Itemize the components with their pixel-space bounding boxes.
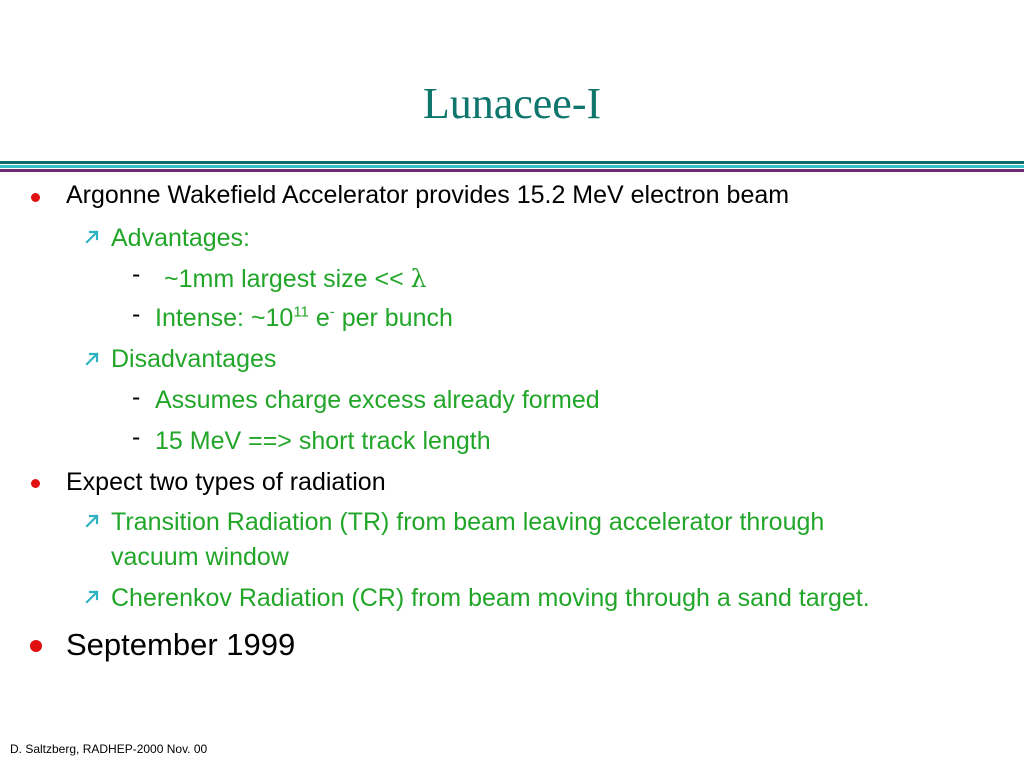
northeast-arrow-icon bbox=[84, 229, 100, 245]
dash-bullet-icon: - bbox=[132, 423, 141, 451]
bullet-radiation: Expect two types of radiation bbox=[66, 468, 386, 496]
slide-footer: D. Saltzberg, RADHEP-2000 Nov. 00 bbox=[10, 742, 208, 756]
dash-bullet-icon: - bbox=[132, 383, 141, 411]
dash-bullet-icon: - bbox=[132, 300, 141, 328]
disadvantage-track: 15 MeV ==> short track length bbox=[155, 427, 491, 455]
advantage-intensity: Intense: $\sim 10^{11}$ e- per bunch bbox=[155, 303, 453, 332]
northeast-arrow-icon bbox=[84, 513, 100, 529]
subbullet-cherenkov-radiation: Cherenkov Radiation (CR) from beam moving through a sand target. bbox=[111, 584, 870, 612]
subbullet-advantages: Advantages: bbox=[111, 224, 250, 252]
red-dot-bullet-icon bbox=[31, 193, 40, 202]
subbullet-transition-radiation-cont: vacuum window bbox=[111, 543, 289, 571]
subbullet-transition-radiation: Transition Radiation (TR) from beam leaving accelerator through bbox=[111, 508, 825, 536]
red-dot-bullet-icon bbox=[31, 479, 40, 488]
bullet-date: September 1999 bbox=[66, 627, 296, 662]
dash-bullet-icon: - bbox=[132, 260, 141, 288]
advantage-size: ~1mm largest size << λ bbox=[164, 264, 427, 293]
red-dot-bullet-icon bbox=[30, 640, 42, 652]
slide-title: Lunacee-I bbox=[422, 79, 602, 128]
bullet-accelerator: Argonne Wakefield Accelerator provides 15.2 MeV electron beam bbox=[66, 181, 790, 209]
northeast-arrow-icon bbox=[84, 351, 100, 367]
disadvantage-charge: Assumes charge excess already formed bbox=[155, 386, 600, 414]
subbullet-disadvantages: Disadvantages bbox=[111, 345, 277, 373]
northeast-arrow-icon bbox=[84, 589, 100, 605]
